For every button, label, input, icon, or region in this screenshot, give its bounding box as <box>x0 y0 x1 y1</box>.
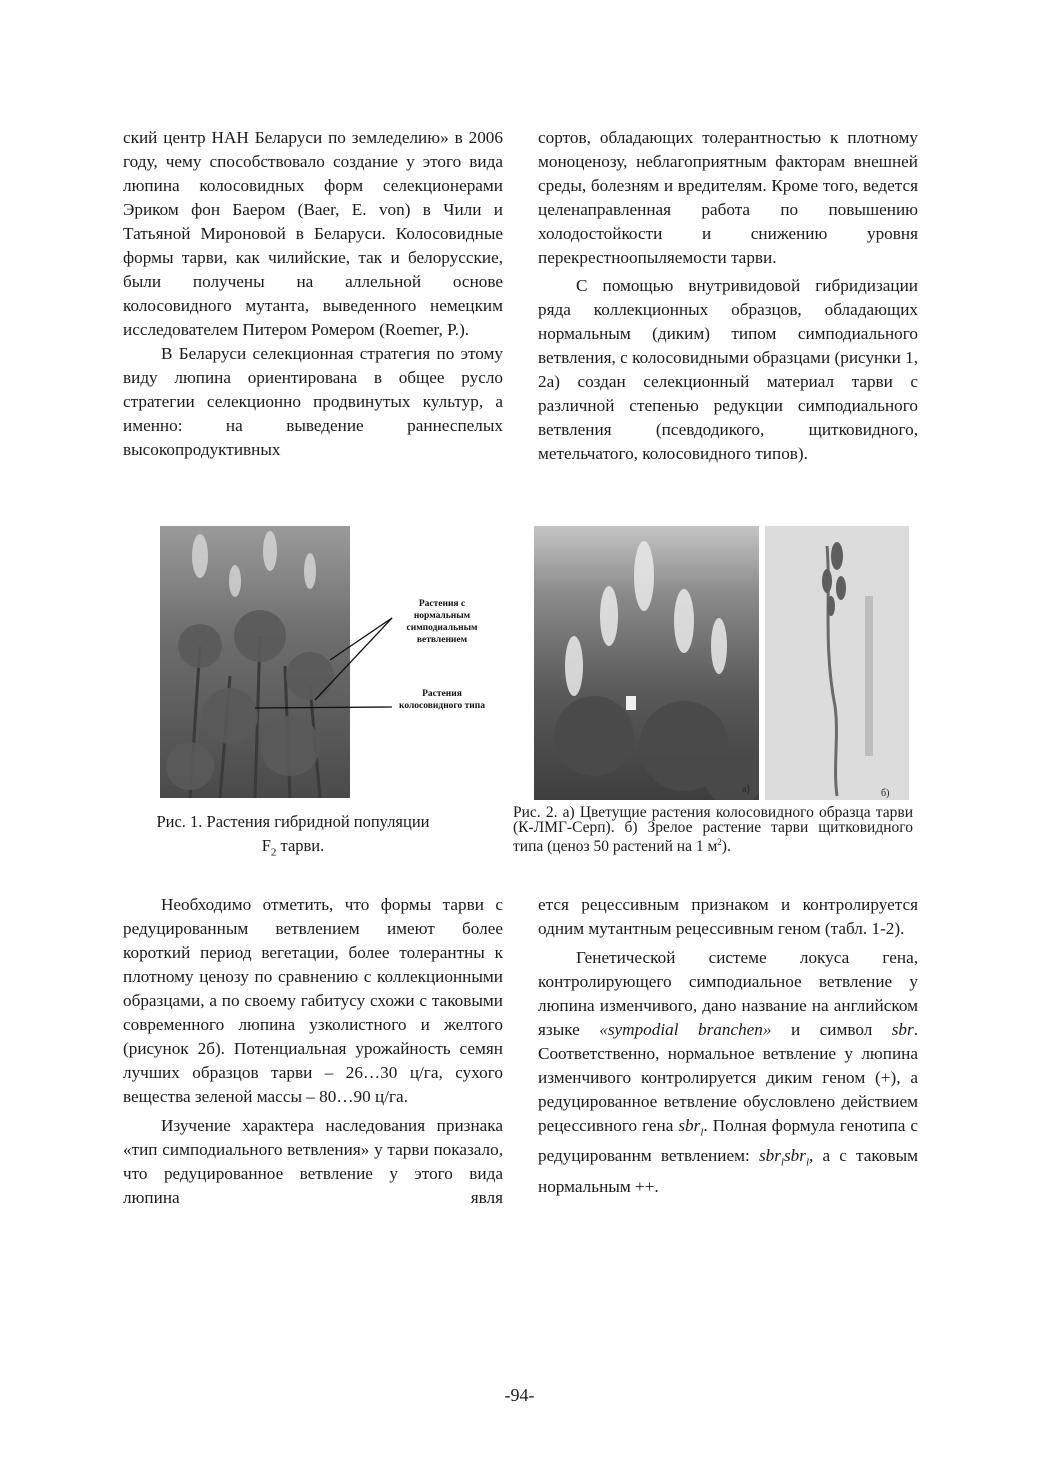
panel-label-b: б) <box>881 788 890 799</box>
caption-text: F <box>261 836 271 855</box>
text-run: , а с таковым нормальным ++. <box>538 1146 918 1196</box>
paragraph: В Беларуси селекционная стратегия по этому виду люпина ориентирована в общее русло стратегии селекционно продвинутых культур, а именно: на выведение раннеспелых высокопродуктивных <box>123 344 503 459</box>
paragraph: ется рецессивным признаком и контролируется одним мутантным рецессивным геном (табл. 1-2). <box>538 895 918 938</box>
page-number: -94- <box>504 1385 535 1405</box>
caption-subscript: 2 <box>270 846 277 859</box>
annotation-normal-branching: Растения с нормальным симподиальным ветвлением <box>406 599 478 645</box>
paragraph: Необходимо отметить, что формы тарви с редуцированным ветвлением имеют более короткий период вегетации, более толерантны к плотному ценозу по сравнению с коллекционными образцами, а по своему габитусу схожи с таковыми современного люпина узколистного и желтого (рисунок 2б). Потенциальная урожайность семян лучших образцов тарви – 26…30 ц/га, сухого вещества зеленой массы – 80…90 ц/га. <box>123 895 503 1106</box>
genotype-symbol: sbr <box>783 1146 806 1166</box>
figure-2-caption <box>513 806 913 855</box>
panel-label-a: а) <box>742 784 750 795</box>
mature-lupin-photo <box>765 526 909 800</box>
figure-1-caption <box>123 810 463 864</box>
figure-2b-photo <box>765 526 909 800</box>
gene-subscript: l <box>700 1126 704 1139</box>
paragraph: Изучение характера наследования признака «тип симподиального ветвления» у тарви показало, что редуцированное ветвление у этого вида люпина явля <box>123 1116 503 1207</box>
text-run: . Полная формула генотипа с редуцированнм ветвлением: <box>538 1116 918 1166</box>
text-column-bottom-left <box>123 893 503 1210</box>
gene-symbol: sbr <box>891 1020 914 1039</box>
text-run: и символ <box>771 1020 892 1039</box>
text-run: . Соответственно, нормальное ветвление у люпина изменчивого контролируется диким геном (+), а редуцированное ветвление обусловлено действием рецессивного гена <box>538 1020 919 1135</box>
genotype-subscript: l <box>780 1156 784 1169</box>
paragraph: сортов, обладающих толерантностью к плотному моноценозу, неблагоприятным факторам внешней среды, болезням и вредителям. Кроме того, ведется целенаправленная работа по повышению холодостойкости и снижению уровня перекрестноопыляемости тарви. <box>538 128 918 267</box>
caption-text: Рис. 2. а) Цветущие растения колосовидного образца тарви (К-ЛМГ-Серп). б) Зрелое растение тарви щитковидного типа (ценоз 50 растений на 1 м <box>513 804 913 856</box>
paragraph <box>538 946 918 1199</box>
caption-text: ). <box>721 838 731 856</box>
paragraph: С помощью внутривидовой гибридизации ряда коллекционных образцов, обладающих нормальным (диким) типом симподиального ветвления, с колосовидными образцами (рисунки 1, 2а) создан селекционный материал тарви с различной степенью редукции симподиального ветвления (псевдодикого, щитковидного, метельчатого, колосовидного типов). <box>538 276 918 463</box>
text-column-bottom-right <box>538 893 918 1199</box>
gene-name: «sympodial branchen» <box>599 1020 772 1039</box>
figure-2a-photo <box>534 526 759 800</box>
genotype-subscript: l <box>805 1156 810 1169</box>
gene-symbol: sbr <box>678 1116 701 1135</box>
caption-text: тарви. <box>276 836 325 855</box>
annotation-spike-type: Растения колосовидного типа <box>399 689 485 711</box>
caption-superscript: 2 <box>717 837 722 847</box>
text-run: Генетической системе локуса гена, контролирующего симподиальное ветвление у люпина изменчивого, дано название на английском языке <box>538 948 918 1039</box>
flowering-lupin-photo <box>534 526 759 800</box>
paragraph: ский центр НАН Беларуси по земледелию» в 2006 году, чему способствовало создание у этого вида люпина колосовидных форм селекционерами Эриком фон Баером (Baer, E. von) в Чили и Татьяной Мироновой в Беларуси. Колосовидные формы тарви, как чилийские, так и белорусские, были получены на аллельной основе колосовидного мутанта, выведенного немецким исследователем Питером Ромером (Roemer, P.). <box>123 128 503 339</box>
caption-line: Рис. 1. Растения гибридной популяции <box>156 812 430 831</box>
genotype-symbol: sbr <box>758 1146 781 1166</box>
